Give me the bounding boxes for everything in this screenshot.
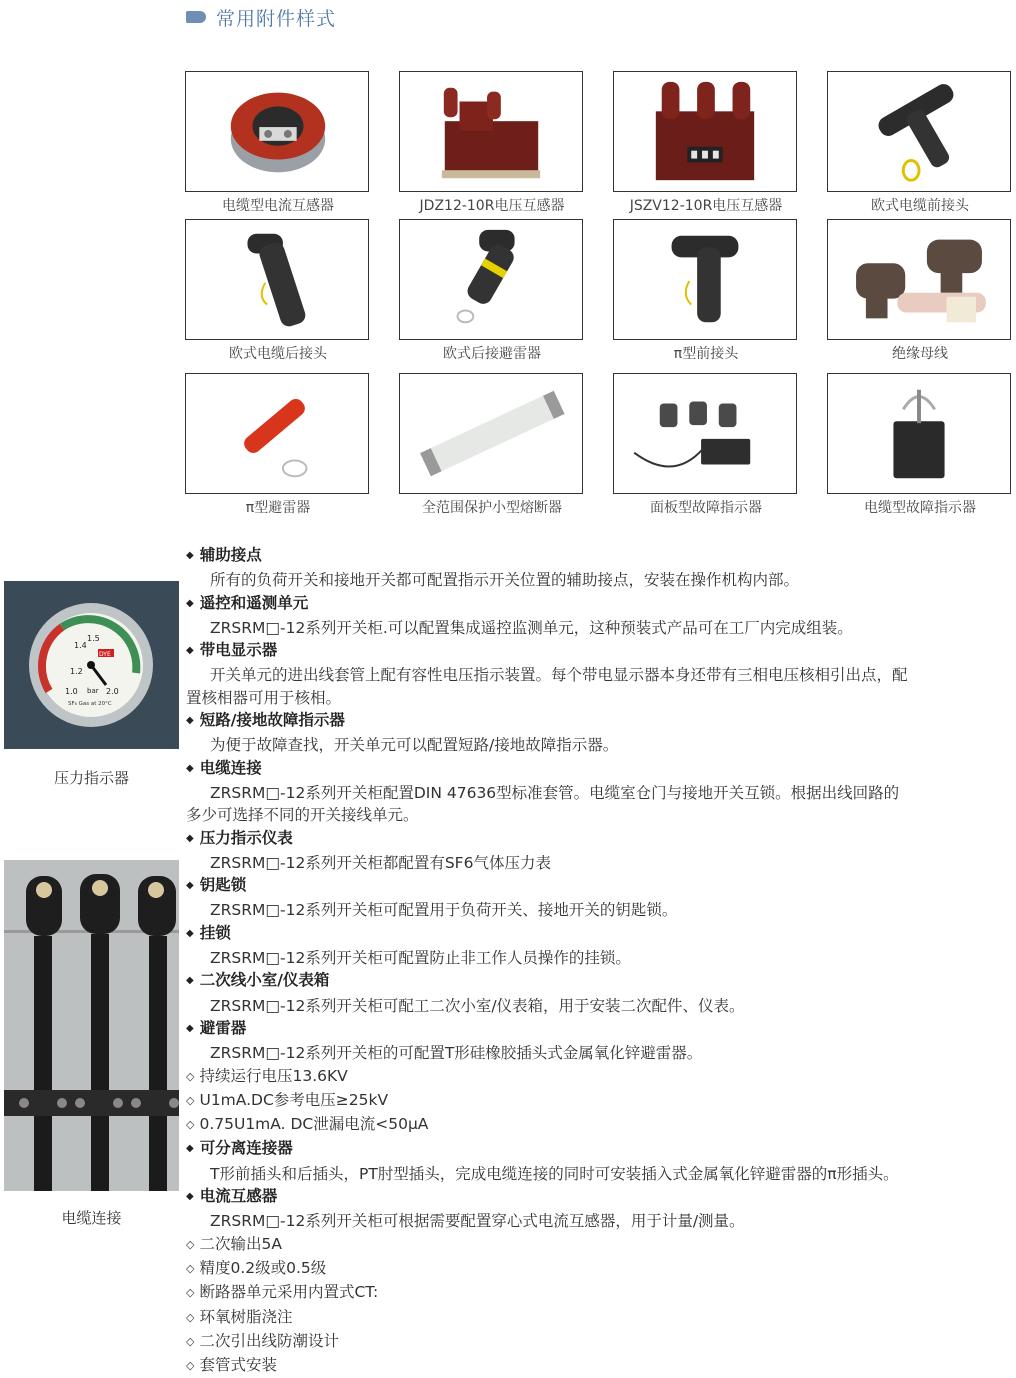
cable-caption: 电缆连接: [61, 1209, 122, 1227]
spec-bullet: ◇ 二次输出5A: [186, 1233, 1011, 1257]
gallery-caption: JSZV12-10R电压互感器: [629, 198, 783, 214]
header-tag-icon: [186, 11, 206, 23]
gallery-item: [399, 373, 585, 517]
spec-bullet: ◇ 二次引出线防潮设计: [186, 1330, 1011, 1354]
section-heading: ◆ 电缆连接: [186, 757, 1011, 782]
pressure-gauge-photo: [4, 581, 179, 749]
rear-connector-image: [185, 219, 369, 340]
gallery-caption: π型避雷器: [245, 500, 311, 516]
section-text: 置核相器可用于核相。: [186, 688, 342, 707]
gauge-mark-1-0: 1.0: [65, 687, 78, 696]
t-connector-image: [827, 71, 1011, 192]
gallery-caption: 欧式电缆后接头: [229, 346, 327, 362]
gallery-caption: 面板型故障指示器: [650, 500, 762, 516]
section-header: [186, 4, 336, 30]
gauge-subtext: SF₆ Gas at 20°C: [68, 701, 112, 707]
section-text: ZRSRM□-12系列开关柜可配工二次小室/仪表箱，用于安装二次配件、仪表。: [210, 996, 745, 1015]
section-text: ZRSRM□-12系列开关柜都配置有SF6气体压力表: [210, 853, 551, 872]
section-text: ZRSRM□-12系列开关柜.可以配置集成遥控监测单元，这种预装式产品可在工厂内完成组装。: [210, 618, 853, 637]
pi-connector-image: [613, 219, 797, 340]
vt-triple-image: [613, 71, 797, 192]
gauge-mark-2-0: 2.0: [106, 687, 119, 696]
gallery-caption: 电缆型电流互感器: [222, 198, 334, 214]
pi-arrester-image: [185, 373, 369, 494]
section-text: ZRSRM□-12系列开关柜可配置用于负荷开关、接地开关的钥匙锁。: [210, 901, 678, 920]
section-heading: ◆ 辅助接点: [186, 544, 1011, 569]
spec-bullet: ◇ 精度0.2级或0.5级: [186, 1257, 1011, 1281]
gallery-caption: JDZ12-10R电压互感器: [419, 198, 565, 214]
section-heading: ◆ 电流互感器: [186, 1185, 1011, 1210]
section-heading: ◆ 压力指示仪表: [186, 827, 1011, 852]
section-heading: ◆ 避雷器: [186, 1017, 1011, 1042]
section-heading: ◆ 二次线小室/仪表箱: [186, 969, 1011, 994]
gallery-item: [185, 219, 371, 363]
section-heading: ◆ 带电显示器: [186, 639, 1011, 664]
fuse-image: [399, 373, 583, 494]
gallery-caption: 绝缘母线: [892, 346, 948, 362]
section-heading: ◆ 可分离连接器: [186, 1137, 1011, 1162]
section-text: ZRSRM□-12系列开关柜可配置防止非工作人员操作的挂锁。: [210, 949, 631, 968]
spec-bullet: ◇ 环氧树脂浇注: [186, 1306, 1011, 1330]
section-text: 为便于故障查找，开关单元可以配置短路/接地故障指示器。: [210, 736, 619, 755]
gallery-item: [827, 373, 1013, 517]
gauge-unit: bar: [87, 687, 99, 695]
gallery-item: [827, 71, 1013, 215]
vt-single-image: [399, 71, 583, 192]
gallery-caption: 欧式后接避雷器: [443, 346, 541, 362]
gallery-item: [613, 373, 799, 517]
section-text: 所有的负荷开关和接地开关都可配置指示开关位置的辅助接点，安装在操作机构内部。: [210, 571, 800, 590]
gallery-caption: 电缆型故障指示器: [864, 500, 976, 516]
section-heading: ◆ 挂锁: [186, 922, 1011, 947]
panel-fault-indicator-image: [613, 373, 797, 494]
section-heading: ◆ 钥匙锁: [186, 874, 1011, 899]
gauge-caption: 压力指示器: [53, 769, 129, 787]
gallery-caption: 欧式电缆前接头: [871, 198, 969, 214]
section-heading: ◆ 遥控和遥测单元: [186, 592, 1011, 617]
gauge-mark-1-5: 1.5: [87, 634, 100, 643]
gallery-item: [827, 219, 1013, 363]
gallery-item: [185, 373, 371, 517]
rear-arrester-image: [399, 219, 583, 340]
insulated-busbar-image: [827, 219, 1011, 340]
gallery-item: [399, 71, 585, 215]
section-text: 开关单元的进出线套管上配有容性电压指示装置。每个带电显示器本身还带有三相电压核相引出点，配: [210, 666, 908, 685]
spec-bullet: ◇ 套管式安装: [186, 1354, 1011, 1378]
gauge-mark-1-2: 1.2: [70, 667, 83, 676]
gallery-item: [613, 219, 799, 363]
gallery-caption: π型前接头: [673, 346, 739, 362]
section-text: 多少可选择不同的开关接线单元。: [186, 806, 419, 825]
cable-fault-indicator-image: [827, 373, 1011, 494]
page-title: 常用附件样式: [216, 7, 337, 30]
section-text: ZRSRM□-12系列开关柜可根据需要配置穿心式电流互感器，用于计量/测量。: [210, 1212, 745, 1231]
section-heading: ◆ 短路/接地故障指示器: [186, 709, 1011, 734]
section-text: ZRSRM□-12系列开关柜配置DIN 47636型标准套管。电缆室仓门与接地开关互锁。根据出线回路的: [210, 783, 900, 802]
gauge-brand: DYE: [99, 651, 111, 658]
features-list: [186, 544, 1011, 1378]
section-text: ZRSRM□-12系列开关柜的可配置T形硅橡胶插头式金属氧化锌避雷器。: [210, 1044, 703, 1063]
section-text: T形前插头和后插头，PT肘型插头，完成电缆连接的同时可安装插入式金属氧化锌避雷器的π形插头。: [210, 1164, 899, 1183]
ring-ct-image: [185, 71, 369, 192]
spec-bullet: ◇ U1mA.DC参考电压≥25kV: [186, 1089, 1011, 1113]
cable-connection-photo: [4, 860, 179, 1191]
gallery-item: [399, 219, 585, 363]
spec-bullet: ◇ 断路器单元采用内置式CT:: [186, 1281, 1011, 1305]
gauge-mark-1-4: 1.4: [74, 641, 87, 650]
gallery-item: [613, 71, 799, 215]
spec-bullet: ◇ 0.75U1mA. DC泄漏电流<50μA: [186, 1113, 1011, 1137]
gallery-item: [185, 71, 371, 215]
spec-bullet: ◇ 持续运行电压13.6KV: [186, 1065, 1011, 1089]
gallery-caption: 全范围保护小型熔断器: [422, 500, 562, 516]
